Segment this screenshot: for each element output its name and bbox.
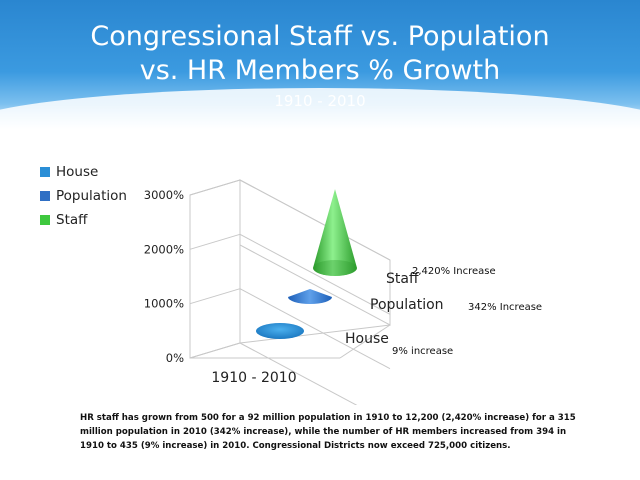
slide-subtitle: 1910 - 2010 [274, 92, 366, 110]
header-banner [0, 0, 640, 130]
legend-label: Population [56, 188, 127, 204]
series-annotation: 342% Increase [468, 302, 543, 313]
x-category-label: 1910 - 2010 [211, 370, 297, 386]
side-gridline [190, 289, 240, 304]
side-gridline [190, 180, 240, 195]
title-line-2: vs. HR Members % Growth [139, 55, 501, 86]
chart-marks [256, 189, 357, 339]
legend [40, 164, 127, 228]
legend-swatch [40, 167, 50, 177]
series-annotation: 2,420% Increase [412, 266, 496, 277]
legend-swatch [40, 215, 50, 225]
series-annotation: 9% increase [392, 346, 454, 357]
y-tick-label: 2000% [143, 242, 184, 257]
legend-label: Staff [56, 212, 88, 228]
cone-chart [0, 150, 640, 405]
cone-house [256, 323, 304, 339]
cone-population [288, 289, 332, 304]
series-axis-label: Population [370, 297, 444, 313]
series-axis-label: House [345, 331, 389, 347]
y-tick-labels [144, 188, 184, 365]
legend-label: House [56, 164, 99, 180]
legend-swatch [40, 191, 50, 201]
side-wall [190, 180, 240, 358]
y-tick-label: 3000% [143, 188, 184, 202]
y-tick-label: 1000% [143, 296, 184, 311]
slide-title [0, 20, 640, 88]
series-axis-label: Staff [386, 271, 419, 287]
side-gridline [190, 234, 240, 249]
back-gridline [240, 180, 390, 260]
y-tick-label: 0% [165, 351, 184, 365]
caption-text: HR staff has grown from 500 for a 92 million population in 1910 to 12,200 (2,420% increase) for a 315 million population in 2010 (342% increase), while the number of HR members increased from 394 in 1910 to 435 (9% increase) in 2010. Congressional Districts now exceed 725,000 citizens. [80, 413, 576, 451]
title-line-1: Congressional Staff vs. Population [90, 21, 550, 52]
side-gridline [190, 343, 240, 358]
cone-staff-base [313, 260, 357, 276]
